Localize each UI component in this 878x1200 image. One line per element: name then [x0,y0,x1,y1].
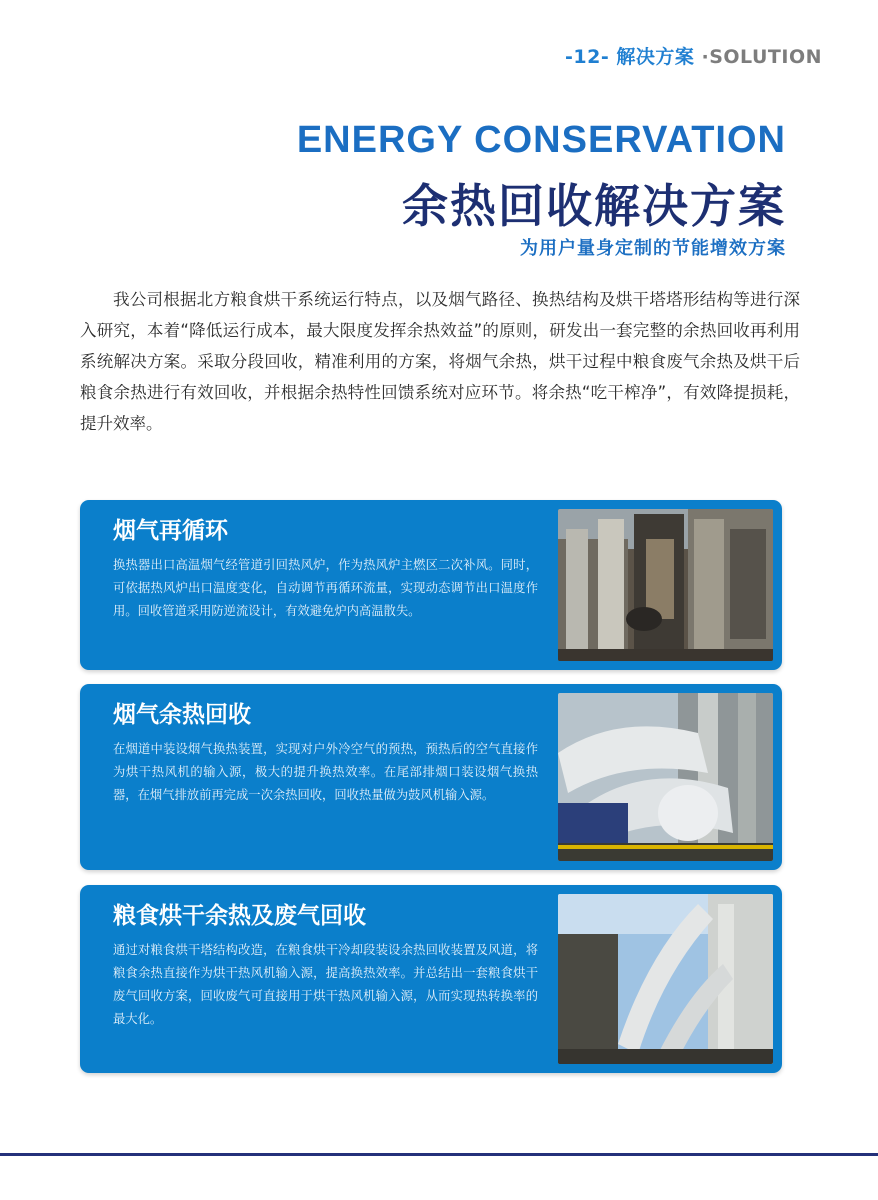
card-body: 通过对粮食烘干塔结构改造，在粮食烘干冷却段装设余热回收装置及风道，将粮食余热直接作为烘干热风机输入源，提高换热效率。并总结出一套粮食烘干废气回收方案，回收废气可直接用于烘干热风机输入源，从而实现热转换率的最大化。 [113,943,538,1026]
title-en: ENERGY CONSERVATION [296,119,786,161]
card-text [113,901,538,1031]
card-text [113,516,538,623]
intro-paragraph: 我公司根据北方粮食烘干系统运行特点，以及烟气路径、换热结构及烘干塔塔形结构等进行深入研究，本着“降低运行成本，最大限度发挥余热效益”的原则，研发出一套完整的余热回收再利用系统解决方案。采取分段回收，精准利用的方案，将烟气余热，烘干过程中粮食废气余热及烘干后粮食余热进行有效回收，并根据余热特性回馈系统对应环节。将余热“吃干榨净”，有效降提损耗，提升效率。 [80,290,800,433]
section-cn: 解决方案 [616,46,695,68]
card-title: 粮食烘干余热及废气回收 [113,903,366,929]
section-en: ·SOLUTION [701,46,822,68]
card-body: 换热器出口高温烟气经管道引回热风炉，作为热风炉主燃区二次补风。同时，可依据热风炉出口温度变化，自动调节再循环流量，实现动态调节出口温度作用。回收管道采用防逆流设计，有效避免炉内高温散失。 [113,558,538,618]
card-flue-gas-heat-recovery [80,684,782,870]
card-body: 在烟道中装设烟气换热装置，实现对户外冷空气的预热，预热后的空气直接作为烘干热风机的输入源，极大的提升换热效率。在尾部排烟口装设烟气换热器，在烟气排放前再完成一次余热回收，回收热量做为鼓风机输入源。 [113,742,538,802]
photo-boiler-room [558,509,773,661]
footer-divider [0,1153,878,1156]
card-title: 烟气再循环 [113,518,228,544]
card-flue-gas-recirculation [80,500,782,670]
card-grain-drying-heat-recovery [80,885,782,1073]
photo-drying-tower [558,894,773,1064]
photo-insulated-ducts [558,693,773,861]
subtitle: 为用户量身定制的节能增效方案 [520,238,786,259]
card-text [113,700,538,807]
page-header [565,42,822,69]
card-title: 烟气余热回收 [113,702,251,728]
page-number: -12- [565,46,610,68]
title-cn: 余热回收解决方案 [402,179,786,233]
